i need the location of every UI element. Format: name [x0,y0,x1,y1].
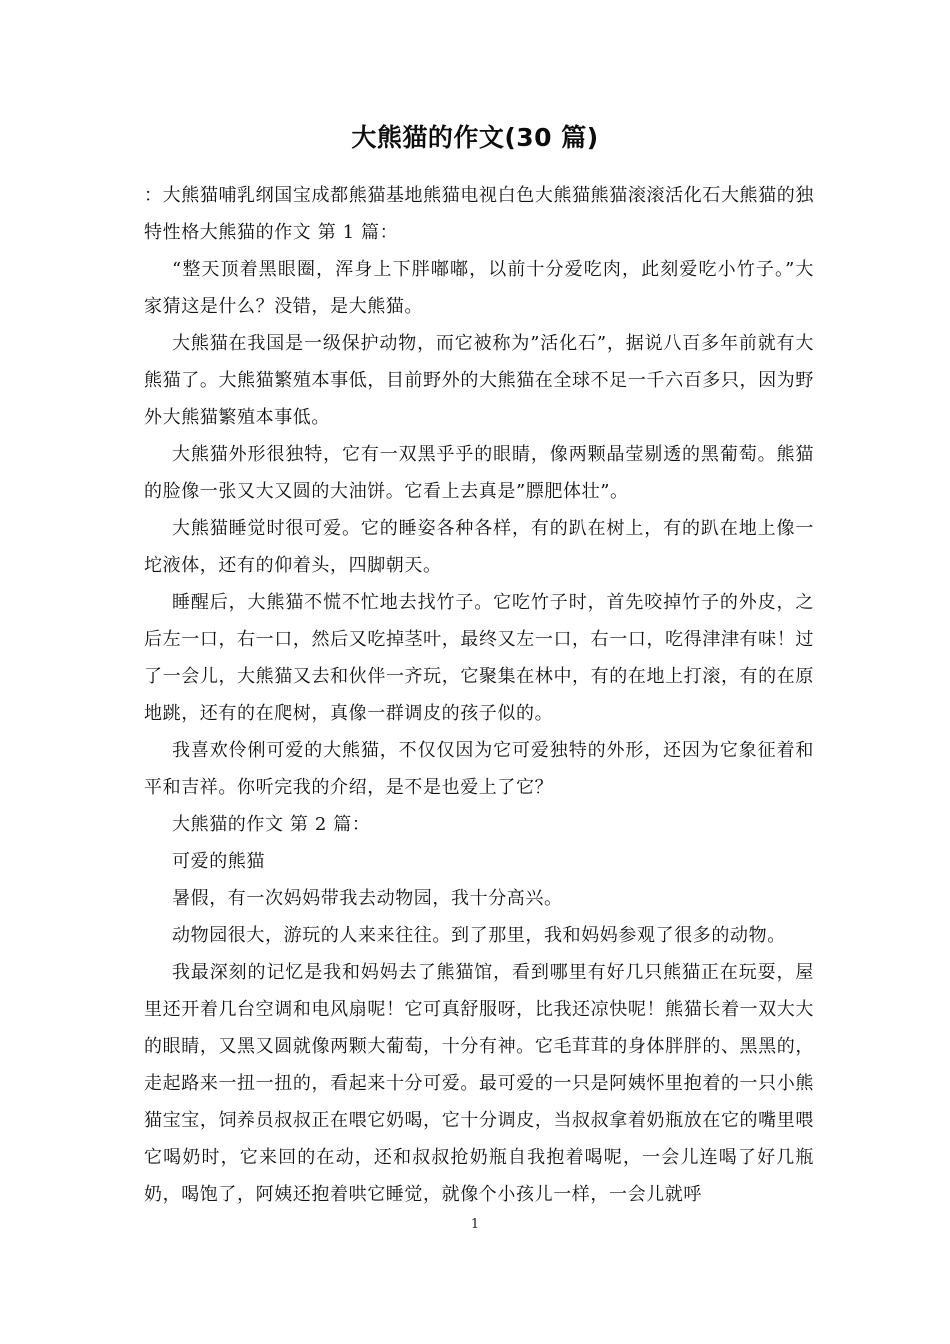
body-paragraph: 我喜欢伶俐可爱的大熊猫，不仅仅因为它可爱独特的外形，还因为它象征着和平和吉祥。你听完我的介绍，是不是也爱上了它？ [144,740,814,798]
body-paragraph: “整天顶着黑眼圈，浑身上下胖嘟嘟，以前十分爱吃肉，此刻爱吃小竹子。”大家猜这是什么？没错，是大熊猫。 [144,259,814,317]
body-paragraph: 大熊猫在我国是一级保护动物，而它被称为”活化石”，据说八百多年前就有大熊猫了。大熊猫繁殖本事低，目前野外的大熊猫在全球不足一千六百多只，因为野外大熊猫繁殖本事低。 [144,333,814,428]
document-title: 大熊猫的作文(30 篇) [351,123,599,152]
document-body [144,177,814,1213]
body-paragraph: 大熊猫外形很独特，它有一双黑乎乎的眼睛，像两颗晶莹剔透的黑葡萄。熊猫的脸像一张又大又圆的大油饼。它看上去真是”膘肥体壮”。 [144,444,814,502]
body-paragraph: 暑假，有一次妈妈带我去动物园，我十分高兴。 [172,888,563,909]
page-number: 1 [470,1217,480,1232]
body-paragraph: 睡醒后，大熊猫不慌不忙地去找竹子。它吃竹子时，首先咬掉竹子的外皮，之后左一口，右一口，然后又吃掉茎叶，最终又左一口，右一口，吃得津津有味！过了一会儿，大熊猫又去和伙伴一齐玩，它聚集在林中，有的在地上打滚，有的在原地跳，还有的在爬树，真像一群调皮的孩子似的。 [144,592,814,724]
section-heading: 大熊猫的作文 第 2 篇： [172,814,371,835]
body-paragraph: 大熊猫睡觉时很可爱。它的睡姿各种各样，有的趴在树上，有的趴在地上像一坨液体，还有的仰着头，四脚朝天。 [144,518,814,576]
intro-paragraph: ：大熊猫哺乳纲国宝成都熊猫基地熊猫电视白色大熊猫熊猫滚滚活化石大熊猫的独特性格大熊猫的作文 第 1 篇： [144,185,814,243]
body-paragraph: 我最深刻的记忆是我和妈妈去了熊猫馆，看到哪里有好几只熊猫正在玩耍，屋里还开着几台空调和电风扇呢！它可真舒服呀，比我还凉快呢！熊猫长着一双大大的眼睛，又黑又圆就像两颗大葡萄，十分有神。它毛茸茸的身体胖胖的、黑黑的，走起路来一扭一扭的，看起来十分可爱。最可爱的一只是阿姨怀里抱着的一只小熊猫宝宝，饲养员叔叔正在喂它奶喝，它十分调皮，当叔叔拿着奶瓶放在它的嘴里喂它喝奶时，它来回的在动，还和叔叔抢奶瓶自我抱着喝呢，一会儿连喝了好几瓶奶，喝饱了，阿姨还抱着哄它睡觉，就像个小孩儿一样，一会儿就呼 [144,962,814,1205]
essay-subtitle: 可爱的熊猫 [172,851,265,872]
body-paragraph: 动物园很大，游玩的人来来往往。到了那里，我和妈妈参观了很多的动物。 [172,925,786,946]
